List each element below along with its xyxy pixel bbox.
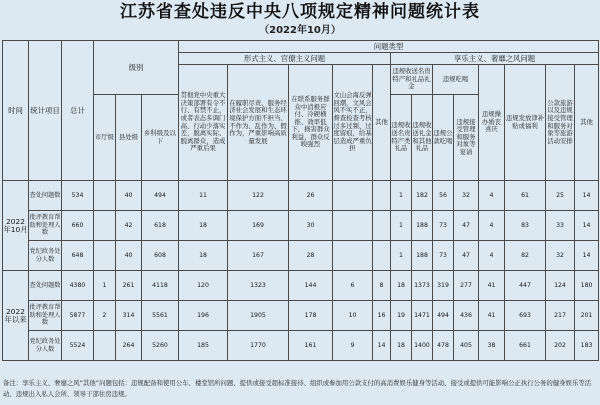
value-cell: 188: [412, 211, 433, 241]
value-cell: 661: [505, 331, 546, 361]
page-subtitle: （2022年10月）: [259, 25, 341, 36]
value-cell: 180: [575, 271, 599, 301]
period-cell: 2022年10月: [3, 181, 29, 271]
table-row: [3, 271, 599, 301]
table-row: [3, 301, 599, 331]
header-hedonism-dining-banquet: 违规接受管理和服务对象等宴请: [454, 95, 479, 181]
value-cell: 14: [373, 331, 391, 361]
value-cell: 693: [505, 301, 546, 331]
value-cell: 124: [546, 271, 575, 301]
value-cell: 1: [391, 181, 412, 211]
header-formalism-3: 在联系服务群众中消极应付、冷硬横推、效率低下，损害群众利益，群众反映强烈: [289, 65, 333, 181]
value-cell: [373, 241, 391, 271]
value-cell: 40: [116, 181, 142, 211]
value-cell: 1373: [412, 271, 433, 301]
table-row: [3, 331, 599, 361]
value-cell: [94, 331, 116, 361]
item-cell: 党纪政务处分人数: [29, 241, 62, 271]
item-cell: 党纪政务处分人数: [29, 331, 62, 361]
value-cell: 6: [333, 271, 373, 301]
header-level-province: 市厅级: [94, 95, 116, 181]
value-cell: 447: [505, 271, 546, 301]
value-cell: [94, 241, 116, 271]
table-row: [3, 241, 599, 271]
value-cell: 161: [289, 331, 333, 361]
header-formalism: 形式主义、官僚主义问题: [179, 53, 391, 65]
value-cell: 19: [391, 301, 412, 331]
statistics-table: [2, 40, 599, 361]
value-cell: 47: [454, 211, 479, 241]
value-cell: 261: [116, 271, 142, 301]
value-cell: 120: [179, 271, 228, 301]
value-cell: 38: [479, 331, 505, 361]
value-cell: 5877: [62, 301, 94, 331]
value-cell: 648: [62, 241, 94, 271]
value-cell: [333, 241, 373, 271]
value-cell: 18: [391, 331, 412, 361]
table-row: [3, 211, 599, 241]
value-cell: 1: [391, 241, 412, 271]
header-hedonism-subsidies: 违规发放津补贴或福利: [505, 65, 546, 181]
value-cell: 32: [546, 241, 575, 271]
value-cell: 25: [546, 181, 575, 211]
value-cell: 4: [479, 211, 505, 241]
header-level-county: 县处级: [116, 95, 142, 181]
header-hedonism-tourism: 公款旅游以及违规接受管理和服务对象等旅游活动安排: [546, 65, 575, 181]
value-cell: 167: [228, 241, 289, 271]
value-cell: 188: [412, 241, 433, 271]
value-cell: 534: [62, 181, 94, 211]
value-cell: 478: [433, 331, 454, 361]
item-cell: 查处问题数: [29, 271, 62, 301]
value-cell: 61: [505, 181, 546, 211]
header-hedonism-dining-public: 违规公款吃喝: [433, 95, 454, 181]
value-cell: 319: [433, 271, 454, 301]
value-cell: 11: [179, 181, 228, 211]
value-cell: 608: [142, 241, 179, 271]
value-cell: 169: [228, 211, 289, 241]
value-cell: 16: [373, 301, 391, 331]
header-total: 总计: [62, 41, 94, 181]
value-cell: 14: [575, 241, 599, 271]
value-cell: 18: [179, 241, 228, 271]
value-cell: 4118: [142, 271, 179, 301]
value-cell: 405: [454, 331, 479, 361]
value-cell: 1770: [228, 331, 289, 361]
value-cell: 1323: [228, 271, 289, 301]
value-cell: 32: [454, 181, 479, 211]
value-cell: 264: [116, 331, 142, 361]
value-cell: 9: [333, 331, 373, 361]
header-hedonism-dining: 违规吃喝: [433, 65, 479, 95]
value-cell: 4380: [62, 271, 94, 301]
value-cell: 40: [116, 241, 142, 271]
item-cell: 查处问题数: [29, 181, 62, 211]
header-level-township: 乡科级及以下: [142, 95, 179, 181]
value-cell: 10: [333, 301, 373, 331]
header-formalism-1: 贯彻党中央重大决策部署有令不行、有禁不止，或者表态多调门高、行动少落实差，脱离实际、脱离群众，造成严重后果: [179, 65, 228, 181]
value-cell: 4: [479, 241, 505, 271]
value-cell: 2: [94, 301, 116, 331]
value-cell: 183: [575, 331, 599, 361]
value-cell: 56: [433, 181, 454, 211]
table-row: [3, 181, 599, 211]
value-cell: 196: [179, 301, 228, 331]
value-cell: 82: [505, 241, 546, 271]
value-cell: 18: [391, 271, 412, 301]
value-cell: 14: [575, 211, 599, 241]
header-time: 时间: [3, 41, 29, 181]
header-problem-type: 问题类型: [179, 41, 599, 53]
value-cell: 1905: [228, 301, 289, 331]
value-cell: [94, 181, 116, 211]
value-cell: 4: [479, 181, 505, 211]
header-formalism-other: 其他: [373, 65, 391, 181]
value-cell: 277: [454, 271, 479, 301]
value-cell: 1400: [412, 331, 433, 361]
value-cell: 30: [289, 211, 333, 241]
value-cell: 5524: [62, 331, 94, 361]
item-cell: 批评教育帮助和处理人数: [29, 211, 62, 241]
header-hedonism-weddings: 违规操办婚丧喜庆: [479, 65, 505, 181]
page-title: 江苏省查处违反中央八项规定精神问题统计表: [120, 2, 480, 22]
header-hedonism-gifts-specialty: 违规收送名贵特产类礼品: [391, 95, 412, 181]
value-cell: 660: [62, 211, 94, 241]
value-cell: 217: [546, 301, 575, 331]
period-cell: 2022年以来: [3, 271, 29, 361]
value-cell: 494: [142, 181, 179, 211]
value-cell: 1: [94, 271, 116, 301]
value-cell: 436: [454, 301, 479, 331]
value-cell: 73: [433, 241, 454, 271]
value-cell: 202: [546, 331, 575, 361]
value-cell: 201: [575, 301, 599, 331]
value-cell: 5260: [142, 331, 179, 361]
value-cell: 26: [289, 181, 333, 211]
value-cell: 8: [373, 271, 391, 301]
value-cell: [373, 181, 391, 211]
value-cell: 41: [479, 271, 505, 301]
value-cell: 83: [505, 211, 546, 241]
value-cell: 18: [179, 211, 228, 241]
value-cell: 5561: [142, 301, 179, 331]
value-cell: 41: [479, 301, 505, 331]
header-hedonism: 享乐主义、奢靡之风问题: [391, 53, 599, 65]
value-cell: 14: [575, 181, 599, 211]
value-cell: 314: [116, 301, 142, 331]
header-formalism-4: 文山会海反弹回潮，文风会风不实不正，督查检查考核过多过频、过度留痕，给基层造成严重负担: [333, 65, 373, 181]
header-level: 级别: [94, 41, 179, 95]
value-cell: 1: [391, 211, 412, 241]
header-formalism-2: 在履职尽责、服务经济社会发展和生态环境保护方面不担当、不作为、乱作为、假作为，严重影响高质量发展: [228, 65, 289, 181]
header-hedonism-other: 其他: [575, 65, 599, 181]
value-cell: 122: [228, 181, 289, 211]
value-cell: 494: [433, 301, 454, 331]
header-item: 统计项目: [29, 41, 62, 181]
value-cell: 1471: [412, 301, 433, 331]
value-cell: 185: [179, 331, 228, 361]
value-cell: 178: [289, 301, 333, 331]
value-cell: 182: [412, 181, 433, 211]
value-cell: 33: [546, 211, 575, 241]
footnote: 备注：享乐主义、奢靡之风“其他”问题包括：违规配备和使用公车、楼堂馆所问题、提供或接受超标准接待、组织或参加用公款支付的高消费娱乐健身等活动、接受或提供可能影响公正执行公务的健身娱乐等活动、违规出入私人会所、领导干部住房违规。: [3, 379, 592, 398]
value-cell: 144: [289, 271, 333, 301]
value-cell: 618: [142, 211, 179, 241]
value-cell: 47: [454, 241, 479, 271]
value-cell: [333, 211, 373, 241]
value-cell: 73: [433, 211, 454, 241]
value-cell: [94, 211, 116, 241]
value-cell: [373, 211, 391, 241]
header-hedonism-gifts-cash: 违规收送礼金和其他礼品: [412, 95, 433, 181]
header-hedonism-gifts: 违规收送名贵特产和礼品礼金: [391, 65, 433, 95]
item-cell: 批评教育帮助和处理人数: [29, 301, 62, 331]
value-cell: [333, 181, 373, 211]
value-cell: 28: [289, 241, 333, 271]
value-cell: 42: [116, 211, 142, 241]
